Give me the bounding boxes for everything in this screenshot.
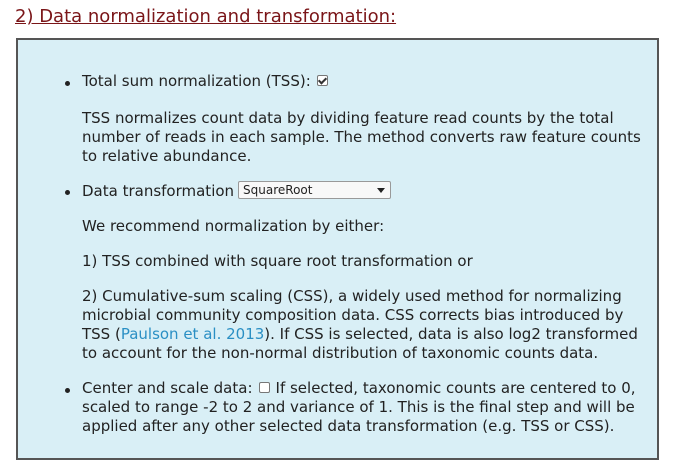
settings-panel: [16, 38, 659, 460]
transformation-row: [82, 181, 391, 201]
option-2-text-start: 2) Cumulative-sum scaling (CSS), a widely used method for normalizing microbial community composition data. CSS corrects bias introduced by TSS (: [82, 287, 624, 343]
bullet-icon: [65, 388, 70, 393]
transformation-label: Data transformation: [82, 182, 235, 200]
option-2-text-end: ). If CSS is selected, data is also log2 transformed to account for the non-normal distribution of taxonomic counts data.: [82, 325, 638, 362]
tss-checkbox[interactable]: [317, 75, 328, 86]
recommend-text: We recommend normalization by either:: [82, 217, 385, 235]
tss-description: TSS normalizes count data by dividing feature read counts by the total number of reads in each sample. The method converts raw feature counts to relative abundance.: [82, 109, 641, 165]
center-scale-description: If selected, taxonomic counts are centered to 0, scaled to range -2 to 2 and variance of 1. This is the final step and will be applied after any other selected data transformation (e.g. TSS or CSS).: [82, 379, 636, 435]
tss-label: Total sum normalization (TSS):: [82, 72, 311, 90]
tss-row: [82, 72, 328, 91]
paulson-2013-link[interactable]: Paulson et al. 2013: [120, 325, 265, 343]
transformation-selected-value: SquareRoot: [243, 183, 313, 197]
center-scale-checkbox[interactable]: [259, 382, 270, 393]
option-2-text: [82, 287, 642, 363]
bullet-icon: [65, 190, 70, 195]
transformation-select[interactable]: [238, 181, 391, 199]
option-1-text: 1) TSS combined with square root transformation or: [82, 252, 473, 270]
bullet-icon: [65, 81, 70, 86]
section-title: 2) Data normalization and transformation:: [15, 6, 397, 27]
center-scale-row: [82, 379, 642, 436]
center-scale-label: Center and scale data:: [82, 379, 253, 397]
dropdown-arrow-icon: [377, 188, 385, 193]
